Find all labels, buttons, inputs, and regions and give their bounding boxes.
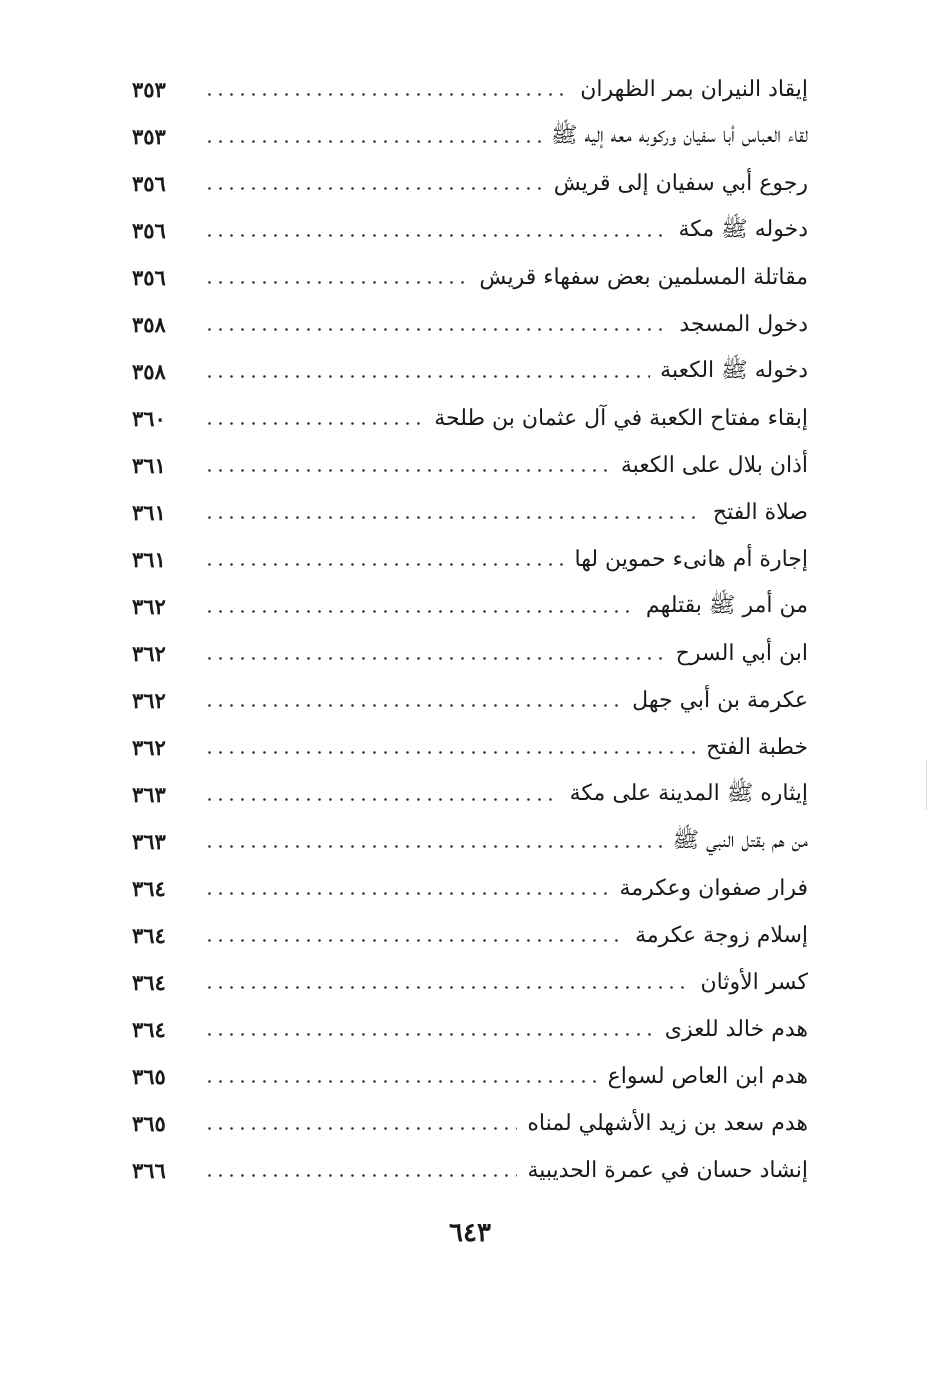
toc-entry (132, 113, 808, 160)
dot-leader (204, 798, 560, 801)
toc-entry-title: إبقاء مفتاح الكعبة في آل عثمان بن طلحة (434, 406, 808, 431)
toc-entry (132, 583, 808, 630)
dot-leader (204, 563, 565, 566)
toc-entry-page: ٣٦٠ (132, 406, 166, 431)
toc-entry-title: إيقاد النيران بمر الظهران (580, 77, 808, 102)
toc-entry-title: دخول المسجد (679, 312, 808, 337)
toc-entry (132, 1053, 808, 1100)
toc-entry-title: إسلام زوجة عكرمة (635, 923, 808, 948)
toc-entry-page: ٣٥٨ (132, 359, 166, 384)
toc-entry-page: ٣٥٦ (132, 171, 166, 196)
toc-entry-page: ٣٦٢ (132, 688, 166, 713)
toc-entry-title: هدم خالد للعزى (664, 1017, 808, 1042)
dot-leader (204, 328, 669, 331)
toc-entry-page: ٣٦٥ (132, 1064, 166, 1089)
toc-entry (132, 1006, 808, 1053)
toc-entry (132, 489, 808, 536)
dot-leader (204, 1127, 517, 1130)
toc-entry-page: ٣٥٣ (132, 77, 166, 102)
toc-entry (132, 959, 808, 1006)
dot-leader (204, 1080, 598, 1083)
toc-entry-page: ٣٦٢ (132, 735, 166, 760)
toc-entry-title: ابن أبي السرح (675, 641, 808, 666)
scan-mark (926, 760, 927, 810)
toc-entry-title: فرار صفوان وعكرمة (619, 876, 808, 901)
toc-entry-page: ٣٦٢ (132, 594, 166, 619)
toc-entry (132, 818, 808, 865)
toc-entry (132, 66, 808, 113)
toc-entry-page: ٣٥٣ (132, 124, 166, 149)
dot-leader (204, 610, 636, 613)
toc-entry-title: هدم ابن العاص لسواع (607, 1064, 808, 1089)
toc-entry (132, 724, 808, 771)
table-of-contents (132, 66, 808, 1194)
dot-leader (204, 751, 696, 754)
page-number: ٦٤٣ (449, 1218, 491, 1248)
dot-leader (204, 375, 650, 378)
toc-entry (132, 395, 808, 442)
toc-entry-title: من أمر ﷺ بقتلهم (645, 592, 808, 618)
toc-entry-title: رجوع أبي سفيان إلى قريش (553, 171, 808, 196)
toc-entry-title: دخوله ﷺ مكة (678, 216, 808, 242)
toc-entry-title: دخوله ﷺ الكعبة (660, 357, 808, 383)
toc-entry (132, 1147, 808, 1194)
toc-entry-page: ٣٦٤ (132, 923, 166, 948)
toc-entry (132, 536, 808, 583)
dot-leader (204, 516, 703, 519)
dot-leader (204, 1033, 655, 1036)
toc-entry (132, 630, 808, 677)
toc-entry (132, 254, 808, 301)
dot-leader (204, 1174, 517, 1177)
dot-leader (204, 234, 668, 237)
toc-entry-page: ٣٦٣ (132, 782, 166, 807)
toc-entry-title: من هم بقتل النبي ﷺ (672, 827, 808, 853)
dot-leader (204, 281, 469, 284)
toc-entry-page: ٣٦٣ (132, 829, 166, 854)
toc-entry-title: هدم سعد بن زيد الأشهلي لمناه (527, 1111, 808, 1136)
dot-leader (204, 986, 691, 989)
toc-entry (132, 301, 808, 348)
dot-leader (204, 657, 666, 660)
dot-leader (204, 187, 544, 190)
toc-entry-page: ٣٦٤ (132, 1017, 166, 1042)
toc-entry-title: لقاء العباس أبا سفيان وركوبه معه إليه ﷺ (550, 122, 808, 148)
dot-leader (204, 939, 625, 942)
toc-entry (132, 771, 808, 818)
toc-entry-page: ٣٦٢ (132, 641, 166, 666)
toc-entry-title: أذان بلال على الكعبة (620, 453, 808, 478)
toc-entry-page: ٣٦٤ (132, 876, 166, 901)
toc-entry-title: عكرمة بن أبي جهل (632, 688, 808, 713)
toc-entry (132, 677, 808, 724)
toc-entry (132, 207, 808, 254)
toc-entry-title: إيثاره ﷺ المدينة على مكة (569, 780, 808, 806)
toc-entry (132, 442, 808, 489)
dot-leader (204, 892, 610, 895)
dot-leader (204, 93, 570, 96)
dot-leader (204, 704, 622, 707)
dot-leader (204, 422, 424, 425)
toc-entry-page: ٣٦١ (132, 500, 166, 525)
dot-leader (204, 469, 611, 472)
toc-entry (132, 865, 808, 912)
toc-entry (132, 348, 808, 395)
toc-entry-title: كسر الأوثان (700, 970, 808, 995)
toc-entry (132, 1100, 808, 1147)
toc-entry-page: ٣٦٥ (132, 1111, 166, 1136)
toc-entry-page: ٣٦٤ (132, 970, 166, 995)
toc-entry-page: ٣٥٦ (132, 218, 166, 243)
toc-entry (132, 160, 808, 207)
toc-entry-title: مقاتلة المسلمين بعض سفهاء قريش (479, 265, 808, 290)
toc-entry-page: ٣٥٨ (132, 312, 166, 337)
toc-entry-title: إنشاد حسان في عمرة الحديبية (527, 1158, 808, 1183)
toc-entry-page: ٣٦٦ (132, 1158, 166, 1183)
toc-entry-page: ٣٥٦ (132, 265, 166, 290)
toc-entry-title: إجارة أم هانىء حموين لها (574, 547, 808, 572)
toc-entry-page: ٣٦١ (132, 453, 166, 478)
toc-entry-page: ٣٦١ (132, 547, 166, 572)
toc-entry-title: خطبة الفتح (706, 735, 808, 760)
dot-leader (204, 845, 662, 848)
dot-leader (204, 140, 541, 143)
toc-entry-title: صلاة الفتح (712, 500, 808, 525)
toc-entry (132, 912, 808, 959)
